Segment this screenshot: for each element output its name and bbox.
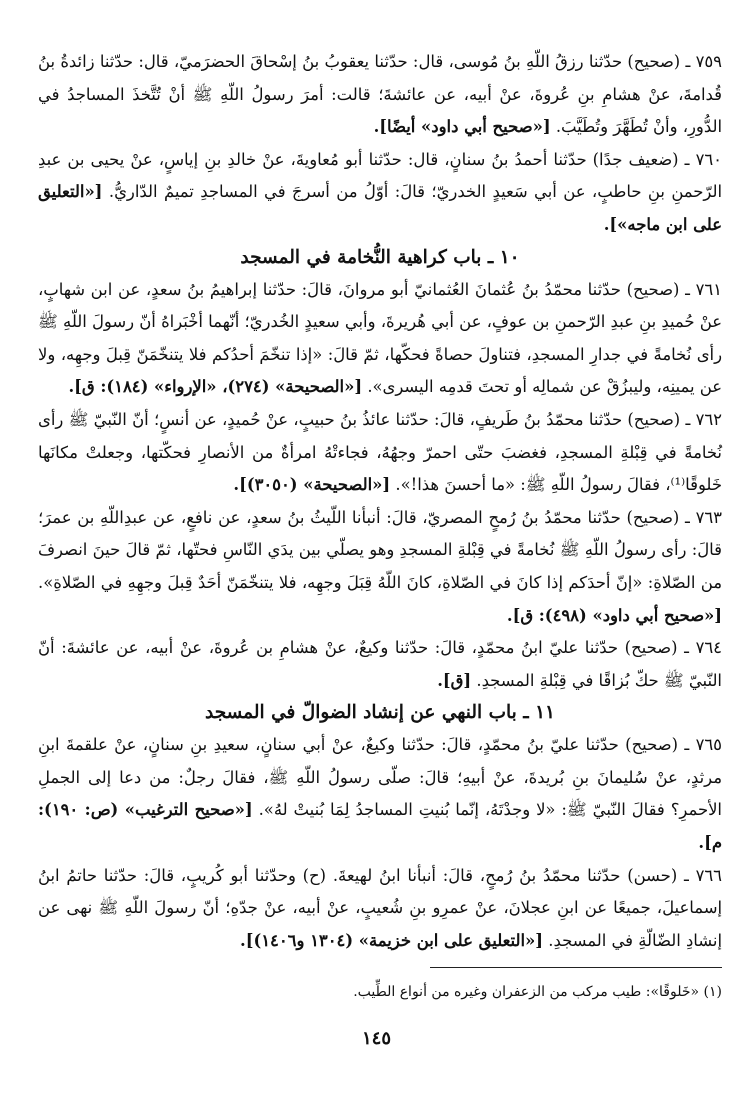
hadith-759-citation: [«صحيح أبي داود» أيضًا].	[373, 117, 551, 137]
hadith-765-text: ٧٦٥ ـ (صحيح) حدّثنا عليّ بنُ محمّدٍ، قالَ: حدّثنا وكيعٌ، عنْ أبي سنانٍ، سعيدِ بنِ سنانٍ، عنْ علقمةَ ابنِ مرثدٍ، عنْ سُليمانَ بنِ بُريدةَ، عنْ أبيهِ؛ قالَ: صلّى رسولُ اللّهِ ﷺ، فقالَ رجلٌ: من دعا إلى الجملِ الأحمرِ؟ فقالَ النّبيّ ﷺ: «لا وجدْتَهُ، إنّما بُنيتِ المساجدُ لِمَا بُنيتْ لهُ».	[38, 735, 722, 820]
chapter-11-heading: ١١ ـ باب النهي عن إنشاد الضوالّ في المسجد	[205, 702, 555, 724]
hadith-764-citation: [ق].	[437, 670, 472, 690]
hadith-766-text: ٧٦٦ ـ (حسن) حدّثنا محمّدُ بنُ رُمحٍ، قالَ: أنبأنا ابنُ لهيعةَ. (ح) وحدّثنا أبو كُريبٍ، قالَ: حدّثنا حاتمُ ابنُ إسماعيلَ، جميعًا عن ابنِ عجلانَ، عنْ عمرِو بنِ شُعيبٍ، عنْ أبيه، عنْ جدّهِ؛ أنّ رسولَ اللّهِ ﷺ نهى عن إنشادِ الضّالّةِ في المسجدِ.	[38, 865, 722, 950]
hadith-765	[38, 729, 722, 859]
hadith-763-citation: [«صحيح أبي داود» (٤٩٨): ق].	[506, 605, 722, 625]
hadith-764-text: ٧٦٤ ـ (صحيح) حدّثنا عليّ ابنُ محمّدٍ، قالَ: حدّثنا وكيعٌ، عنْ هشامِ بن عُروةَ، عنْ أبيه، عن عائشةَ: أنّ النّبيّ ﷺ حكّ بُزاقًا في قِبْلةِ المسجدِ.	[38, 638, 722, 690]
hadith-766	[38, 860, 722, 958]
hadith-766-citation: [«التعليق على ابن خزيمة» (١٣٠٤ و١٤٠٦)].	[240, 930, 544, 950]
hadith-762	[38, 404, 722, 502]
hadith-761-text: ٧٦١ ـ (صحيح) حدّثنا محمّدُ بنُ عُثمانَ العُثمانيّ أبو مروانَ، قالَ: حدّثنا إبراهيمُ بنُ سعدٍ، عن ابن شهابٍ، عنْ حُميدِ بنِ عبدِ الرّحمنِ بن عوفٍ، عن أبي هُريرةَ، وأبي سعيدٍ الخُدريّ؛ أنّهما أخْبَراهُ أنّ رسولَ اللّهِ ﷺ رأى نُخامةً في جدارِ المسجدِ، فتناولَ حصاةً فحكّها، ثمّ قالَ: «إذا تنخّمَ أحدُكم فلا يتنخّمَنّ قِبلَ وجهِه، ولا عن يمينِه، وليبزُقْ عن شمالِه أو تحتَ قدمِه اليسرى».	[38, 279, 722, 397]
hadith-761	[38, 274, 722, 404]
hadith-759	[38, 46, 722, 144]
hadith-760-citation: [«التعليق على ابن ماجه»].	[38, 182, 722, 234]
hadith-765-citation: [«صحيح الترغيب» (ص: ١٩٠): م].	[38, 800, 722, 853]
footnote: (١) «خَلوقًا»: طيب مركب من الزعفران وغيره من أنواع الطِّيب.	[353, 984, 722, 1000]
hadith-764	[38, 632, 722, 697]
hadith-763	[38, 502, 722, 632]
hadith-762-citation: [«الصحيحة» (٣٠٥٠)].	[233, 475, 391, 495]
hadith-760	[38, 144, 722, 242]
hadith-763-text: ٧٦٣ ـ (صحيح) حدّثنا محمّدُ بنُ رُمحٍ المصريّ، قالَ: أنبأنا اللّيثُ بنُ سعدٍ، عن نافعٍ، عن عبدِاللّهِ بن عمرَ؛ قالَ: رأى رسولُ اللّهِ ﷺ نُخامةً في قِبْلةِ المسجدِ وهو يصلّي بين يدَي النّاسِ فحتّها، ثمّ قالَ حينَ انصرفَ من الصّلاةِ: «إنّ أحدَكم إذا كانَ في الصّلاةِ، كانَ اللّهُ قِبَلَ وجهِه، فلا يتنخّمَنّ أحَدٌ قِبلَ وجهِهِ في الصّلاةِ».	[38, 507, 722, 592]
page-body	[38, 46, 722, 957]
page-number: ١٤٥	[361, 1028, 391, 1049]
hadith-762-text: ٧٦٢ ـ (صحيح) حدّثنا محمّدُ بنُ طَريفٍ، قالَ: حدّثنا عائذُ بنُ حبيبٍ، عنْ حُميدٍ، عن أنسٍ؛ أنّ النّبيّ ﷺ رأى نُخامةً في قِبْلةِ المسجدِ، فغضبَ حتّى احمرّ وجهُهُ، فجاءتْهُ امرأةٌ من الأنصارِ فحكّتها، وجعلتْ مكانَها خَلوقًا⁽¹⁾، فقالَ رسولُ اللّهِ ﷺ: «ما أحسنَ هذا!».	[38, 409, 722, 495]
hadith-760-text: ٧٦٠ ـ (ضعيف جدًا) حدّثنا أحمدُ بنُ سنانٍ، قال: حدّثنا أبو مُعاويةَ، عنْ خالدِ بنِ إياسٍ، عنْ يحيى بن عبدِ الرّحمنِ بنِ حاطبٍ، عن أبي سَعيدٍ الخدريّ؛ قالَ: أوّلُ من أسرجَ في المساجدِ تميمٌ الدّاريُّ.	[38, 149, 722, 202]
chapter-10-heading: ١٠ ـ باب كراهية النُّخامة في المسجد	[240, 246, 520, 268]
footnote-divider	[430, 967, 722, 968]
hadith-761-citation: [«الصحيحة» (٢٧٤)، «الإرواء» (١٨٤): ق].	[68, 377, 363, 397]
hadith-759-text: ٧٥٩ ـ (صحيح) حدّثنا رزقُ اللّهِ بنُ مُوسى، قال: حدّثنا يعقوبُ بنُ إسْحاقَ الحضرَميّ، قال: حدّثنا زائدةُ بنُ قُدامةَ، عنْ هشامِ بنِ عُروةَ، عنْ أبيه، عن عائشةَ؛ قالت: أمرَ رسولُ اللّهِ ﷺ أنْ تُتَّخذَ المساجدُ في الدُّورِ، وأنْ تُطَهَّرَ وتُطَيَّبَ.	[38, 52, 722, 137]
